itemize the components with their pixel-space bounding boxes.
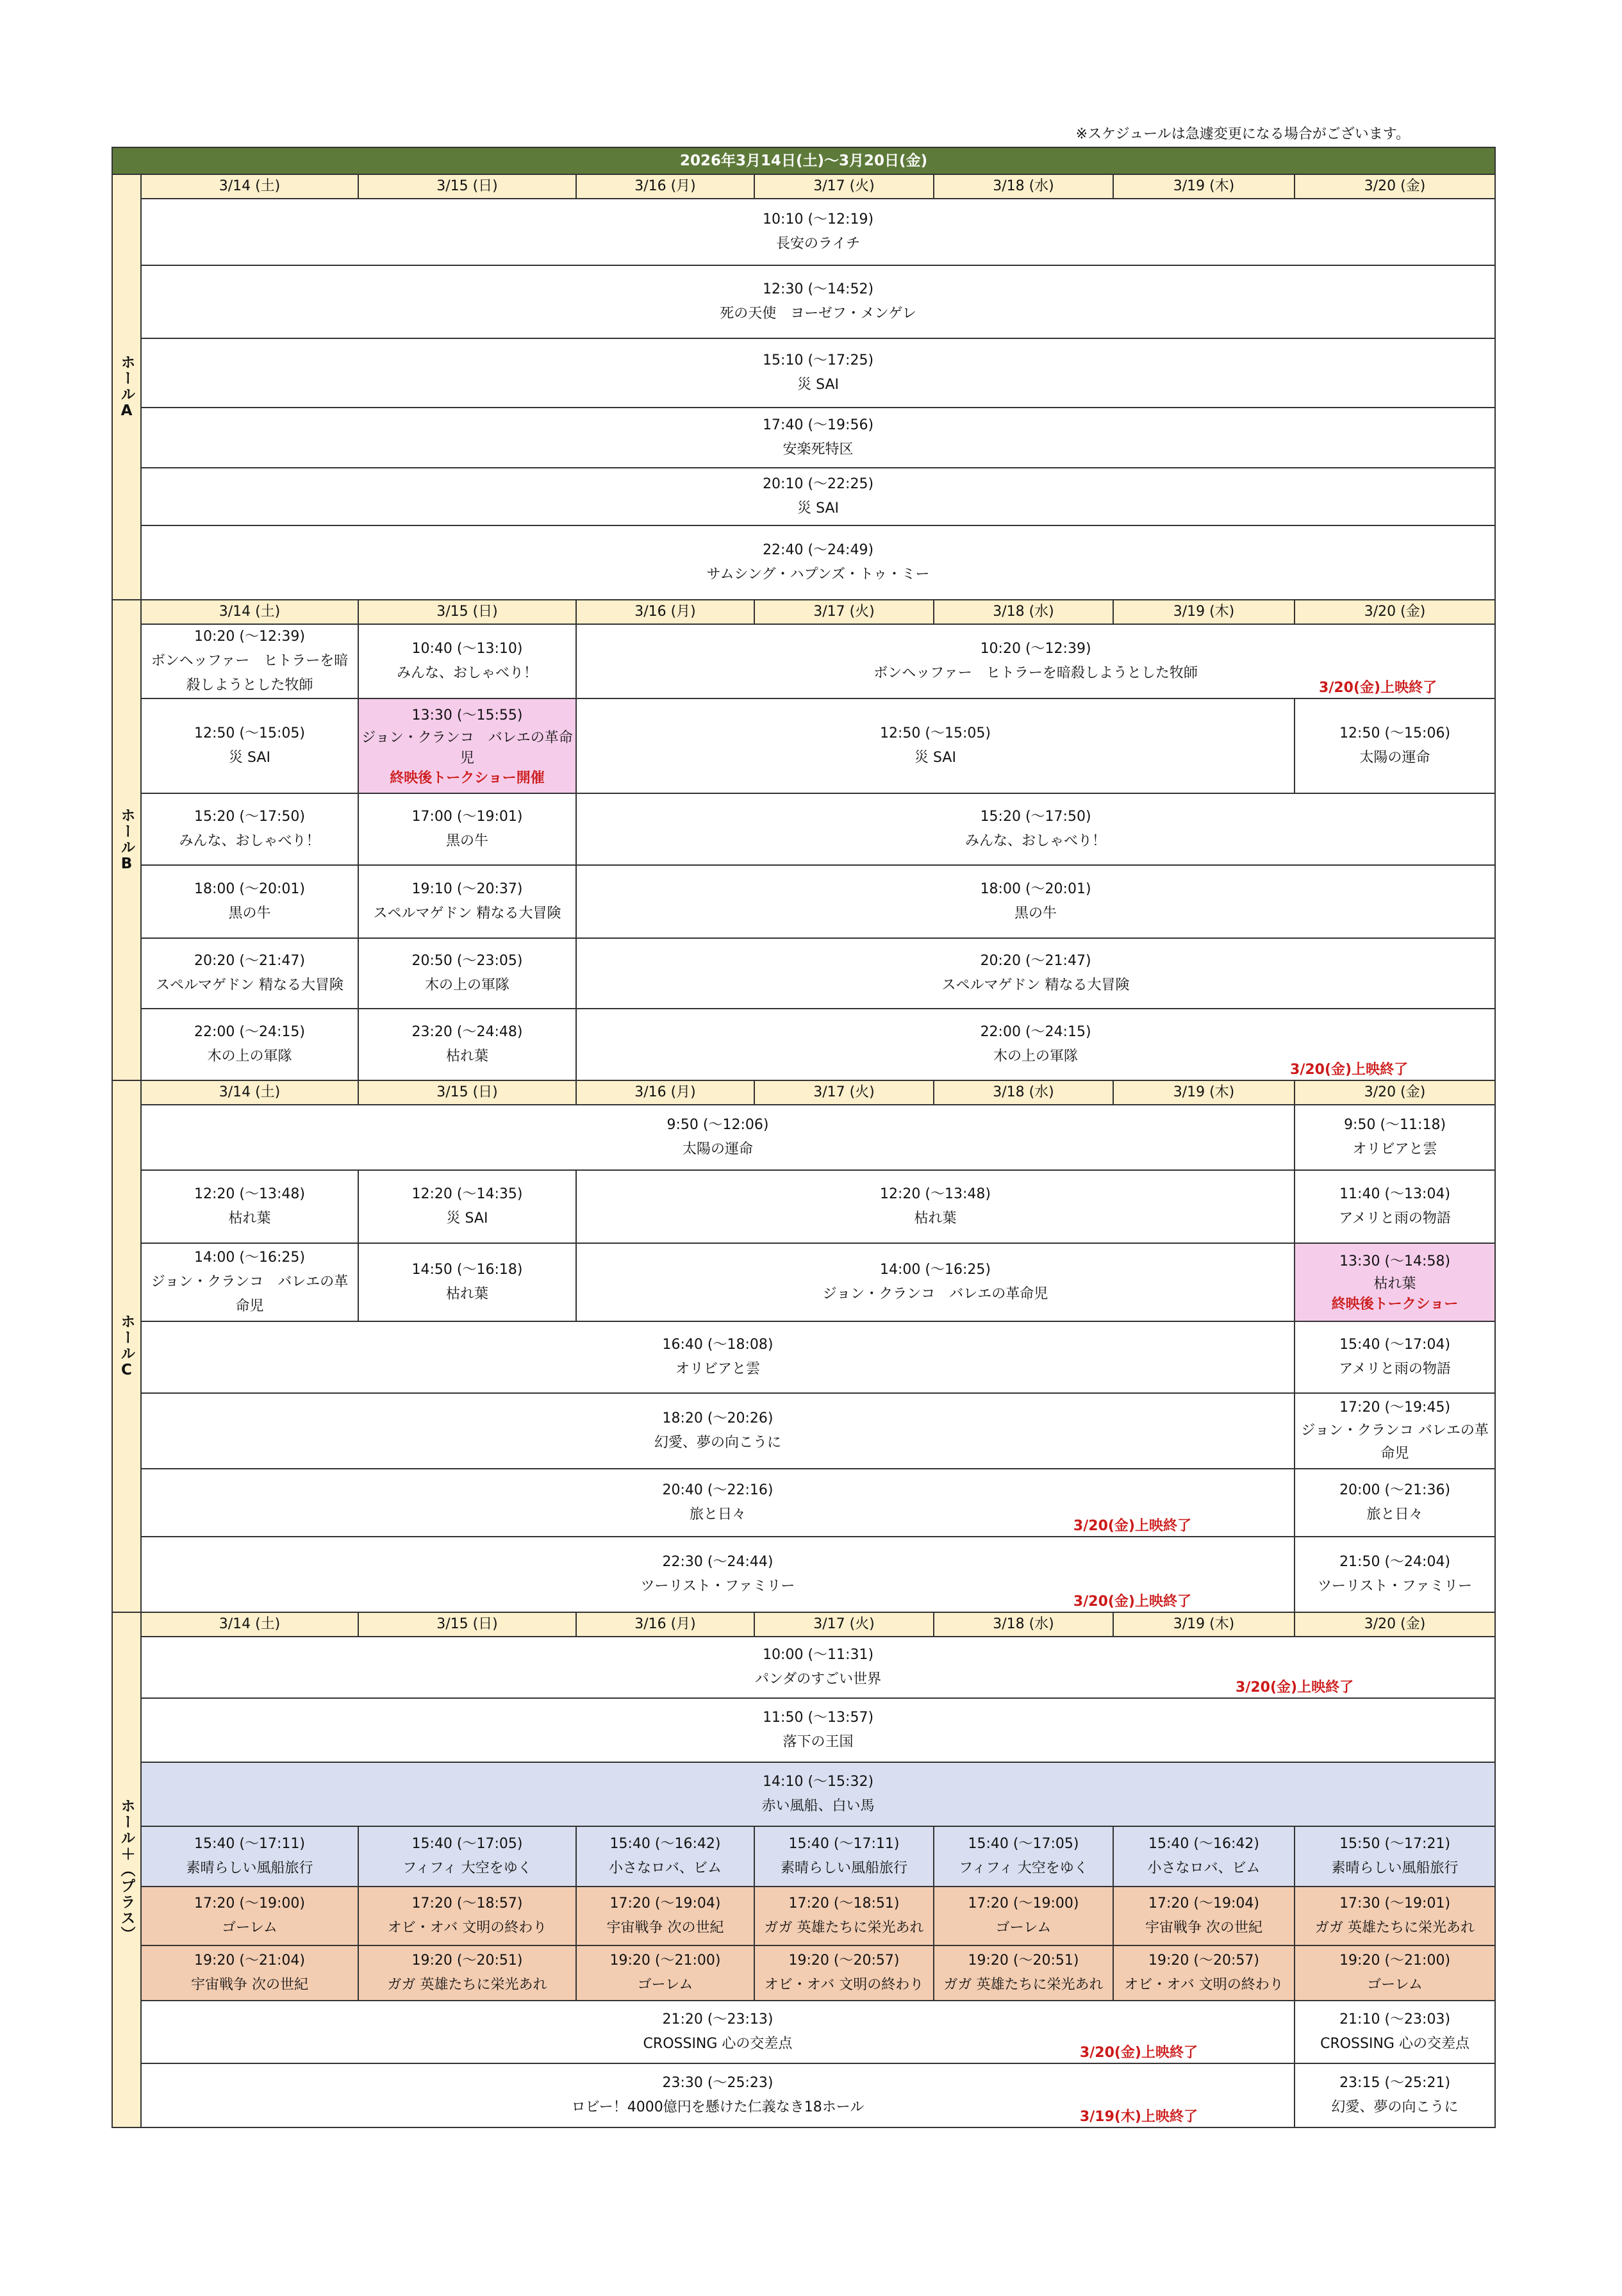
film-title: ジョン・クランコ バレエの革命児 xyxy=(151,1274,349,1314)
day-header: 3/16 (月) xyxy=(576,174,754,199)
film-title: 黒の牛 xyxy=(445,833,488,849)
film-title: フィフィ 大空をゆく xyxy=(402,1860,532,1876)
showtime: 10:40 (～13:10) xyxy=(411,641,523,657)
showtime: 14:10 (～15:32) xyxy=(763,1774,874,1790)
day-header: 3/19 (木) xyxy=(1113,1080,1295,1105)
showtime: 17:30 (～19:01) xyxy=(1339,1895,1451,1912)
showing xyxy=(576,1009,1495,1080)
showtime: 9:50 (～12:06) xyxy=(666,1117,769,1133)
showtime: 12:20 (～13:48) xyxy=(880,1186,991,1202)
film-title: ボンヘッファー ヒトラーを暗殺しようとした牧師 xyxy=(873,665,1198,681)
film-title: 幻愛、夢の向こうに xyxy=(1331,2099,1459,2115)
showtime: 15:20 (～17:50) xyxy=(980,809,1091,825)
film-title: 旅と日々 xyxy=(1366,1507,1423,1523)
film-title: 黒の牛 xyxy=(1014,905,1057,921)
day-header: 3/17 (火) xyxy=(754,1612,934,1637)
showtime: 17:20 (～19:04) xyxy=(1148,1895,1259,1912)
showtime: 18:20 (～20:26) xyxy=(662,1410,774,1426)
film-title: スペルマゲドン 精なる大冒険 xyxy=(156,977,343,993)
film-title: 木の上の軍隊 xyxy=(207,1048,292,1064)
showtime: 17:20 (～18:51) xyxy=(788,1895,900,1912)
film-title: 宇宙戦争 次の世紀 xyxy=(1145,1920,1262,1936)
film-title: 赤い風船、白い馬 xyxy=(761,1798,875,1814)
day-header: 3/18 (水) xyxy=(934,1612,1113,1637)
showtime: 13:30 (～14:58) xyxy=(1339,1253,1451,1269)
film-title: 小さなロバ、ビム xyxy=(1147,1860,1261,1876)
showing xyxy=(1295,1321,1495,1393)
showtime: 22:30 (～24:44) xyxy=(662,1554,774,1570)
showtime: 19:20 (～20:51) xyxy=(411,1953,523,1969)
film-title: ロビー！4000億円を懸けた仁義なき18ホール xyxy=(571,2099,865,2115)
hall-b-label: ホールB xyxy=(112,600,141,1080)
film-title: 宇宙戦争 次の世紀 xyxy=(191,1977,308,1993)
film-title: オリビアと雲 xyxy=(1352,1141,1437,1157)
showing xyxy=(576,624,1495,698)
day-header: 3/14 (土) xyxy=(141,174,358,199)
film-title: 小さなロバ、ビム xyxy=(608,1860,722,1876)
film-title: ゴーレム xyxy=(1367,1977,1423,1993)
showing xyxy=(576,1945,754,2001)
showing xyxy=(1295,1105,1495,1170)
film-title: スペルマゲドン 精なる大冒険 xyxy=(941,977,1130,993)
film-title: オビ・オバ 文明の終わり xyxy=(1124,1977,1284,1993)
showtime: 14:50 (～16:18) xyxy=(411,1262,523,1278)
day-header-row xyxy=(112,174,1495,199)
film-title: 災 SAI xyxy=(914,750,956,766)
showtime: 15:40 (～17:05) xyxy=(968,1836,1079,1852)
film-title: 災 SAI xyxy=(446,1210,488,1226)
film-title: スペルマゲドン 精なる大冒険 xyxy=(373,905,561,921)
day-header-row xyxy=(112,1612,1495,1637)
showtime: 19:20 (～21:04) xyxy=(194,1953,305,1969)
day-header: 3/20 (金) xyxy=(1295,600,1495,624)
showing xyxy=(141,265,1495,338)
day-header: 3/17 (火) xyxy=(754,600,934,624)
end-of-run-notice: 3/20(金)上映終了 xyxy=(1290,1062,1409,1078)
day-header: 3/20 (金) xyxy=(1295,174,1495,199)
day-header-row xyxy=(112,1080,1495,1105)
showing xyxy=(1295,1537,1495,1612)
film-title: オビ・オバ 文明の終わり xyxy=(387,1920,547,1936)
showtime: 18:00 (～20:01) xyxy=(980,881,1091,897)
showing xyxy=(141,2001,1295,2063)
showtime: 19:20 (～20:57) xyxy=(788,1953,900,1969)
film-title: 素晴らしい風船旅行 xyxy=(780,1860,907,1876)
showtime: 23:15 (～25:21) xyxy=(1339,2075,1451,2091)
day-header: 3/16 (月) xyxy=(576,1080,754,1105)
day-header: 3/15 (日) xyxy=(358,1612,576,1637)
showing xyxy=(141,468,1495,525)
showtime: 19:10 (～20:37) xyxy=(411,881,523,897)
showtime: 21:50 (～24:04) xyxy=(1339,1554,1451,1570)
showing xyxy=(576,1826,754,1887)
day-header: 3/15 (日) xyxy=(358,174,576,199)
film-title: 安楽死特区 xyxy=(782,442,854,458)
showtime: 23:30 (～25:23) xyxy=(662,2075,774,2091)
day-header: 3/14 (土) xyxy=(141,600,358,624)
day-header: 3/16 (月) xyxy=(576,600,754,624)
day-header: 3/19 (木) xyxy=(1113,174,1295,199)
showing xyxy=(358,865,576,938)
film-title: 幻愛、夢の向こうに xyxy=(654,1435,781,1451)
showtime: 18:00 (～20:01) xyxy=(194,881,305,897)
showtime: 21:20 (～23:13) xyxy=(662,2011,774,2028)
showtime: 15:20 (～17:50) xyxy=(194,809,305,825)
day-header: 3/15 (日) xyxy=(358,600,576,624)
day-header: 3/19 (木) xyxy=(1113,600,1295,624)
talk-show-notice: 終映後トークショー開催 xyxy=(390,770,545,786)
showing xyxy=(141,2063,1295,2127)
showtime: 15:40 (～17:11) xyxy=(788,1836,900,1852)
film-title: みんな、おしゃべり！ xyxy=(179,833,320,849)
showtime: 22:40 (～24:49) xyxy=(763,542,874,558)
showing xyxy=(141,1321,1295,1393)
film-title: 災 SAI xyxy=(229,750,270,766)
showing xyxy=(141,1170,358,1243)
hall-c-label: ホールC xyxy=(112,1080,141,1612)
showtime: 20:10 (～22:25) xyxy=(763,476,874,492)
film-title: オビ・オバ 文明の終わり xyxy=(764,1977,924,1993)
showtime: 16:40 (～18:08) xyxy=(662,1337,774,1353)
showing xyxy=(576,698,1295,793)
schedule-title: 2026年3月14日(土)～3月20日(金) xyxy=(112,147,1495,174)
showing xyxy=(358,1945,576,2001)
film-title: ガガ 英雄たちに栄光あれ xyxy=(1315,1920,1475,1936)
showing xyxy=(141,938,358,1009)
schedule-change-notice: ※スケジュールは急遽変更になる場合がございます。 xyxy=(1075,126,1410,142)
film-title: フィフィ 大空をゆく xyxy=(959,1860,1088,1876)
showing xyxy=(141,1009,358,1080)
showtime: 11:50 (～13:57) xyxy=(763,1710,874,1726)
showing xyxy=(141,1243,358,1321)
film-title: ガガ 英雄たちに栄光あれ xyxy=(764,1920,924,1936)
showtime: 20:00 (～21:36) xyxy=(1339,1482,1451,1498)
showing-talk-show xyxy=(358,698,576,793)
showing xyxy=(141,1469,1295,1537)
showing xyxy=(358,1826,576,1887)
showing xyxy=(1295,2001,1495,2063)
showing xyxy=(576,1887,754,1945)
showing xyxy=(358,1887,576,1945)
showtime: 15:50 (～17:21) xyxy=(1339,1836,1451,1852)
film-title: ボンヘッファー ヒトラーを暗殺しようとした牧師 xyxy=(151,653,349,693)
film-title: みんな、おしゃべり！ xyxy=(396,665,538,681)
film-title: 太陽の運命 xyxy=(682,1141,753,1157)
showing xyxy=(141,1537,1295,1612)
showtime: 14:00 (～16:25) xyxy=(880,1262,991,1278)
showtime: 12:30 (～14:52) xyxy=(763,281,874,297)
showing xyxy=(141,624,358,698)
showtime: 12:50 (～15:05) xyxy=(194,725,305,741)
showing xyxy=(141,1762,1495,1826)
showtime: 17:00 (～19:01) xyxy=(411,809,523,825)
film-title: サムシング・ハプンズ・トゥ・ミー xyxy=(706,566,930,582)
showtime: 22:00 (～24:15) xyxy=(194,1024,305,1040)
showing-talk-show xyxy=(1295,1243,1495,1321)
film-title: 木の上の軍隊 xyxy=(993,1048,1079,1064)
showing xyxy=(1113,1945,1295,2001)
showing xyxy=(1295,1887,1495,1945)
film-title: 落下の王国 xyxy=(782,1734,854,1750)
day-header: 3/20 (金) xyxy=(1295,1612,1495,1637)
hall-a-label: ホールA xyxy=(112,174,141,600)
film-title: ジョン・クランコ バレエの革命児 xyxy=(1301,1423,1489,1462)
showing xyxy=(141,1826,358,1887)
showing xyxy=(141,408,1495,468)
showing xyxy=(141,199,1495,265)
showtime: 17:20 (～19:00) xyxy=(968,1895,1079,1912)
film-title: 枯れ葉 xyxy=(228,1210,271,1226)
film-title: 枯れ葉 xyxy=(445,1048,488,1064)
film-title: ゴーレム xyxy=(222,1920,277,1936)
day-header: 3/18 (水) xyxy=(934,174,1113,199)
showing xyxy=(754,1887,934,1945)
showtime: 17:20 (～18:57) xyxy=(411,1895,523,1912)
showtime: 11:40 (～13:04) xyxy=(1339,1186,1451,1202)
showtime: 10:10 (～12:19) xyxy=(763,211,874,227)
showing xyxy=(934,1826,1113,1887)
showtime: 15:40 (～16:42) xyxy=(609,1836,721,1852)
showtime: 19:20 (～21:00) xyxy=(1339,1953,1451,1969)
showing xyxy=(358,1170,576,1243)
film-title: ツーリスト・ファミリー xyxy=(1317,1578,1473,1594)
showtime: 17:20 (～19:00) xyxy=(194,1895,305,1912)
showtime: 15:40 (～17:11) xyxy=(194,1836,305,1852)
hall-plus-label: ホール＋（プラス） xyxy=(112,1612,141,2127)
showing xyxy=(141,1698,1495,1762)
end-of-run-notice: 3/20(金)上映終了 xyxy=(1073,1518,1191,1534)
showtime: 20:40 (～22:16) xyxy=(662,1482,774,1498)
showtime: 19:20 (～21:00) xyxy=(609,1953,721,1969)
day-header: 3/19 (木) xyxy=(1113,1612,1295,1637)
showtime: 21:10 (～23:03) xyxy=(1339,2011,1451,2028)
end-of-run-notice: 3/20(金)上映終了 xyxy=(1079,2045,1198,2061)
showing xyxy=(1295,1170,1495,1243)
showtime: 17:20 (～19:04) xyxy=(609,1895,721,1912)
showing xyxy=(358,624,576,698)
film-title: ジョン・クランコ バレエの革命児 xyxy=(822,1286,1048,1302)
showing xyxy=(934,1887,1113,1945)
day-header: 3/17 (火) xyxy=(754,174,934,199)
showtime: 10:20 (～12:39) xyxy=(194,629,305,645)
showtime: 12:20 (～13:48) xyxy=(194,1186,305,1202)
showing xyxy=(1113,1826,1295,1887)
showtime: 19:20 (～20:57) xyxy=(1148,1953,1259,1969)
showtime: 15:40 (～17:04) xyxy=(1339,1337,1451,1353)
showing xyxy=(754,1945,934,2001)
showing xyxy=(358,1243,576,1321)
showing xyxy=(141,1945,358,2001)
showing xyxy=(141,793,358,865)
schedule-table xyxy=(112,147,1496,2128)
day-header: 3/20 (金) xyxy=(1295,1080,1495,1105)
showing xyxy=(358,938,576,1009)
showtime: 12:50 (～15:05) xyxy=(880,725,991,741)
showtime: 12:50 (～15:06) xyxy=(1339,725,1451,741)
showing xyxy=(1295,1945,1495,2001)
showing xyxy=(1295,698,1495,793)
film-title: 災 SAI xyxy=(797,377,839,393)
day-header: 3/14 (土) xyxy=(141,1080,358,1105)
showing xyxy=(576,1170,1295,1243)
showing xyxy=(358,793,576,865)
showing xyxy=(1295,1826,1495,1887)
film-title: 長安のライチ xyxy=(775,236,861,252)
showtime: 10:00 (～11:31) xyxy=(763,1647,874,1663)
showing xyxy=(141,1393,1295,1469)
film-title: 災 SAI xyxy=(797,500,839,516)
film-title: ツーリスト・ファミリー xyxy=(640,1578,795,1594)
showtime: 15:40 (～17:05) xyxy=(411,1836,523,1852)
day-header: 3/17 (火) xyxy=(754,1080,934,1105)
showing xyxy=(576,938,1495,1009)
showtime: 9:50 (～11:18) xyxy=(1344,1117,1446,1133)
showtime: 10:20 (～12:39) xyxy=(980,641,1091,657)
film-title: みんな、おしゃべり！ xyxy=(965,833,1107,849)
film-title: ジョン・クランコ バレエの革命児 xyxy=(361,730,573,766)
film-title: 素晴らしい風船旅行 xyxy=(1331,1860,1459,1876)
film-title: 枯れ葉 xyxy=(445,1286,488,1302)
film-title: ガガ 英雄たちに栄光あれ xyxy=(387,1977,547,1993)
film-title: 旅と日々 xyxy=(689,1507,746,1523)
showing xyxy=(754,1826,934,1887)
talk-show-notice: 終映後トークショー xyxy=(1331,1296,1459,1312)
showing xyxy=(141,338,1495,408)
film-title: ゴーレム xyxy=(637,1977,693,1993)
end-of-run-notice: 3/20(金)上映終了 xyxy=(1073,1594,1191,1610)
showtime: 14:00 (～16:25) xyxy=(194,1250,305,1266)
showing xyxy=(141,1887,358,1945)
showtime: 15:10 (～17:25) xyxy=(763,352,874,368)
film-title: 太陽の運命 xyxy=(1359,750,1430,766)
showing xyxy=(141,698,358,793)
showing xyxy=(1295,1469,1495,1537)
showing xyxy=(141,1105,1295,1170)
film-title: パンダのすごい世界 xyxy=(754,1671,882,1687)
showtime: 20:20 (～21:47) xyxy=(194,953,305,969)
film-title: アメリと雨の物語 xyxy=(1339,1210,1451,1226)
showtime: 20:20 (～21:47) xyxy=(980,953,1091,969)
day-header: 3/14 (土) xyxy=(141,1612,358,1637)
showing xyxy=(576,793,1495,865)
film-title: ゴーレム xyxy=(995,1920,1052,1936)
showing xyxy=(934,1945,1113,2001)
showing xyxy=(141,865,358,938)
showtime: 15:40 (～16:42) xyxy=(1148,1836,1259,1852)
showtime: 20:50 (～23:05) xyxy=(411,953,523,969)
film-title: オリビアと雲 xyxy=(675,1361,760,1377)
film-title: 枯れ葉 xyxy=(1373,1276,1416,1292)
day-header-row xyxy=(112,600,1495,624)
film-title: アメリと雨の物語 xyxy=(1339,1361,1451,1377)
day-header: 3/16 (月) xyxy=(576,1612,754,1637)
showtime: 22:00 (～24:15) xyxy=(980,1024,1091,1040)
showtime: 23:20 (～24:48) xyxy=(411,1024,523,1040)
showtime: 13:30 (～15:55) xyxy=(411,707,523,723)
showing xyxy=(576,865,1495,938)
showing xyxy=(141,525,1495,600)
showing xyxy=(141,1637,1495,1698)
showtime: 12:20 (～14:35) xyxy=(411,1186,523,1202)
end-of-run-notice: 3/19(木)上映終了 xyxy=(1079,2109,1198,2125)
film-title: 素晴らしい風船旅行 xyxy=(186,1860,313,1876)
film-title: 枯れ葉 xyxy=(914,1210,957,1226)
showtime: 19:20 (～20:51) xyxy=(968,1953,1079,1969)
film-title: 黒の牛 xyxy=(228,905,271,921)
film-title: 死の天使 ヨーゼフ・メンゲレ xyxy=(720,306,916,322)
film-title: 宇宙戦争 次の世紀 xyxy=(606,1920,724,1936)
day-header: 3/18 (水) xyxy=(934,1080,1113,1105)
showing xyxy=(1295,1393,1495,1469)
showing xyxy=(1295,2063,1495,2127)
showing xyxy=(576,1243,1295,1321)
film-title: CROSSING 心の交差点 xyxy=(643,2036,793,2052)
showing xyxy=(1113,1887,1295,1945)
showtime: 17:40 (～19:56) xyxy=(763,417,874,433)
day-header: 3/18 (水) xyxy=(934,600,1113,624)
showtime: 17:20 (～19:45) xyxy=(1339,1400,1451,1416)
end-of-run-notice: 3/20(金)上映終了 xyxy=(1236,1680,1354,1696)
end-of-run-notice: 3/20(金)上映終了 xyxy=(1319,680,1437,696)
day-header: 3/15 (日) xyxy=(358,1080,576,1105)
film-title: CROSSING 心の交差点 xyxy=(1320,2036,1469,2052)
film-title: 木の上の軍隊 xyxy=(424,977,509,993)
showing xyxy=(358,1009,576,1080)
film-title: ガガ 英雄たちに栄光あれ xyxy=(943,1977,1104,1993)
